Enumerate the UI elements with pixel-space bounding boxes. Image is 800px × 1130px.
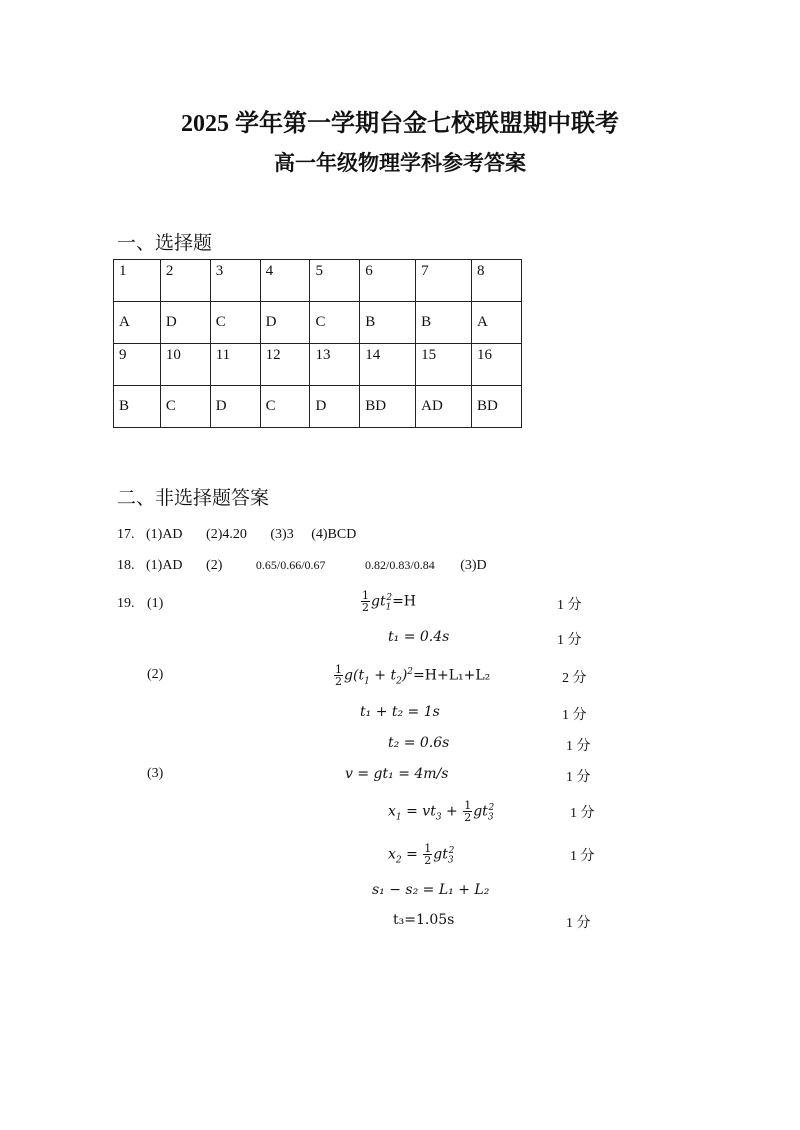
answer-cell: D	[310, 386, 360, 428]
fraction-half: $\frac{1}{2}$	[362, 589, 369, 614]
q19-part1-label: (1)	[147, 596, 164, 611]
question-number-cell: 16	[472, 344, 522, 386]
question-number-cell: 15	[416, 344, 472, 386]
answer-cell: AD	[416, 386, 472, 428]
answer-cell: A	[114, 302, 161, 344]
question-number-cell: 10	[160, 344, 210, 386]
q19-eq2: t₁ = 0.4s	[388, 629, 450, 645]
q19-eq10: t₃=1.05s	[393, 912, 455, 928]
score-eq1: 1 分	[557, 598, 582, 613]
question-number-cell: 5	[310, 260, 360, 302]
score-eq4: 1 分	[562, 708, 587, 723]
score-eq5: 1 分	[566, 739, 591, 754]
score-eq7: 1 分	[570, 806, 595, 821]
fraction-half: $\frac{1}{2}$	[464, 799, 472, 824]
q18-number: 18.	[117, 558, 135, 573]
question-number-cell: 4	[260, 260, 310, 302]
q19-part3-label: (3)	[147, 766, 164, 781]
answer-cell: D	[210, 386, 260, 428]
question-number-cell: 3	[210, 260, 260, 302]
question-number-cell: 2	[160, 260, 210, 302]
q19-eq7: $x_1 = vt_3$ + $\frac{1}{2}$ $gt_3^2$	[388, 799, 495, 824]
answer-cell: B	[114, 386, 161, 428]
score-eq10: 1 分	[566, 916, 591, 931]
answer-cell: C	[210, 302, 260, 344]
score-eq8: 1 分	[570, 849, 595, 864]
page-title: 2025 学年第一学期台金七校联盟期中联考	[181, 111, 619, 137]
answer-cell: C	[160, 386, 210, 428]
section-heading-choice: 一、选择题	[117, 233, 213, 254]
question-number-cell: 11	[210, 344, 260, 386]
q17-part3: (3)3	[270, 527, 294, 542]
q17-part2: (2)4.20	[206, 527, 247, 542]
question-number-cell: 12	[260, 344, 310, 386]
q18-part2-answer-a: 0.65/0.66/0.67	[255, 558, 326, 572]
q19-eq9: s₁ − s₂ = L₁ + L₂	[372, 882, 490, 898]
page-subtitle: 高一年级物理学科参考答案	[274, 151, 526, 175]
table-row	[114, 386, 522, 428]
q17-line	[117, 527, 356, 543]
question-number-cell: 1	[114, 260, 161, 302]
question-number-cell: 7	[416, 260, 472, 302]
answer-table	[113, 259, 522, 428]
answer-cell: A	[472, 302, 522, 344]
question-number-cell: 8	[472, 260, 522, 302]
q19-eq4: t₁ + t₂ = 1s	[360, 704, 440, 720]
q19-eq6: v = gt₁ = 4m/s	[345, 766, 449, 782]
table-row	[114, 344, 522, 386]
q19-eq8: $x_2$ = $\frac{1}{2}$ $gt_3^2$	[388, 842, 455, 867]
answer-cell: C	[260, 386, 310, 428]
q19-eq1: $\frac{1}{2}$ $gt_1^2=H$	[362, 589, 417, 614]
answer-cell: D	[160, 302, 210, 344]
score-eq6: 1 分	[566, 770, 591, 785]
table-row	[114, 260, 522, 302]
q17-number: 17.	[117, 527, 135, 542]
fraction-half: $\frac{1}{2}$	[424, 842, 432, 867]
answer-cell: BD	[472, 386, 522, 428]
fraction-half: $\frac{1}{2}$	[335, 663, 342, 688]
question-number-cell: 14	[360, 344, 416, 386]
question-number-cell: 13	[310, 344, 360, 386]
score-eq2: 1 分	[557, 633, 582, 648]
q18-part2-answer-b: 0.82/0.83/0.84	[365, 558, 435, 572]
q18-part1: (1)AD	[146, 558, 183, 573]
q18-line	[117, 558, 487, 574]
question-number-cell: 6	[360, 260, 416, 302]
answer-cell: C	[310, 302, 360, 344]
q19-eq5: t₂ = 0.6s	[388, 735, 450, 751]
q19-part2-label: (2)	[147, 667, 164, 682]
q19-number: 19.	[117, 596, 135, 611]
q19-eq3: $\frac{1}{2}$ $g(t_1 + t_2)^2=H+L_1+L_2$	[335, 663, 491, 688]
answer-cell: BD	[360, 386, 416, 428]
q17-part1: (1)AD	[146, 527, 183, 542]
q18-part3: (3)D	[460, 558, 487, 573]
question-number-cell: 9	[114, 344, 161, 386]
answer-cell: B	[360, 302, 416, 344]
section-heading-nonchoice: 二、非选择题答案	[117, 488, 270, 509]
answer-cell: B	[416, 302, 472, 344]
q17-part4: (4)BCD	[311, 527, 357, 542]
table-row	[114, 302, 522, 344]
score-eq3: 2 分	[562, 671, 587, 686]
q18-part2-label: (2)	[206, 558, 223, 573]
answer-cell: D	[260, 302, 310, 344]
